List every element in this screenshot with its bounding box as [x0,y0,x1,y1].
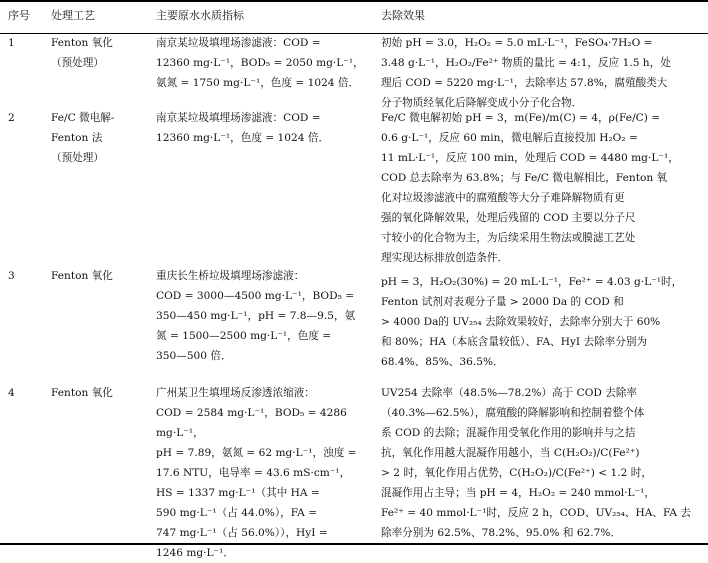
row3-water-quality: 重庆长生桥垃圾填埋场渗滤液： COD = 3000—4500 mg·L⁻¹，BOD₅ = 350—450 mg·L⁻¹，pH = 7.8—9.5，氨 氮 = 1500—2500 mg·L⁻¹，色度 = 350—500 倍． [156,270,356,362]
header-no: 序号 [8,9,30,22]
header-removal-effect: 去除效果 [381,9,425,22]
table-top-rule [0,0,708,2]
row3-no: 3 [8,270,15,282]
row1-removal-effect: 初始 pH = 3.0，H₂O₂ = 5.0 mL·L⁻¹，FeSO₄·7H₂O = 3.48 g·L⁻¹，H₂O₂/Fe²⁺ 物质的量比 = 4:1，反应 1.5 h，处 理后 COD = 5220 mg·L⁻¹，去除率达 57.8%，腐殖酸类大 分子物质经氧化后降解变成小分子化合物． [381,37,671,109]
row1-no: 1 [8,37,15,49]
row2-water-quality: 南京某垃圾填埋场渗滤液：COD = 12360 mg·L⁻¹，色度 = 1024 倍． [156,112,330,144]
row2-process: Fe/C 微电解- Fenton 法 （预处理） [51,112,115,164]
row4-process: Fenton 氧化 [51,387,113,399]
row2-removal-effect: Fe/C 微电解初始 pH = 3，m(Fe)/m(C) = 4，ρ(Fe/C) = 0.6 g·L⁻¹，反应 60 min，微电解后直接投加 H₂O₂ = 11 mL·L⁻¹，反应 100 min，处理后 COD = 4480 mg·L⁻¹， COD 总去除率为 63.8%；与 Fe/C 微电解相比，Fenton 氧 化对垃圾渗滤液中的腐殖酸等大分子难降解物质有更 强的氧化降解效果，处理后残留的 COD 主要以分子尺 寸较小的化合物为主，为后续采用生物法或膜滤工艺处 理实现达标排放创造条件． [381,112,679,264]
row1-process: Fenton 氧化 （预处理） [51,37,113,69]
header-process: 处理工艺 [51,9,95,22]
header-water-quality: 主要原水水质指标 [156,9,244,22]
row2-no: 2 [8,112,15,124]
row3-process: Fenton 氧化 [51,270,113,282]
row4-no: 4 [8,387,15,399]
row4-removal-effect: UV254 去除率（48.5%—78.2%）高于 COD 去除率 （40.3%—62.5%），腐殖酸的降解影响和控制着整个体 系 COD 的去除；混凝作用受氧化作用的影响并与之拮 抗，氧化作用越大混凝作用越小，当 C(H₂O₂)/C(Fe²⁺) > 2 时，氧化作用占优势，C(H₂O₂)/C(Fe²⁺) < 1.2 时， 混凝作用占主导；当 pH = 4，H₂O₂ = 240 mmol·L⁻¹， Fe²⁺ = 40 mmol·L⁻¹时，反应 2 h，COD、UV₂₅₄、HA、FA 去 除率分别为 62.5%、78.2%、95.0% 和 62.7%． [381,387,692,539]
row3-removal-effect: pH = 3，H₂O₂(30%) = 20 mL·L⁻¹，Fe²⁺ = 4.03 g·L⁻¹时， Fenton 试剂对表观分子量 > 2000 Da 的 COD 和 > 4000 Da的 UV₂₅₄ 去除效果较好，去除率分别大于 60% 和 80%；HA（本底含量较低）、FA、HyI 去除率分别为 68.4%、85%、36.5%． [381,276,683,368]
row4-water-quality: 广州某卫生填埋场反渗透浓缩液： COD = 2584 mg·L⁻¹，BOD₅ = 4286 mg·L⁻¹， pH = 7.89，氨氮 = 62 mg·L⁻¹，浊度 = 17.6 NTU，电导率 = 43.6 mS·cm⁻¹， HS = 1337 mg·L⁻¹（其中 HA = 590 mg·L⁻¹（占 44.0%），FA = 747 mg·L⁻¹（占 56.0%）），HyI = 1246 mg·L⁻¹． [156,387,357,559]
row1-water-quality: 南京某垃圾填埋场渗滤液：COD = 12360 mg·L⁻¹，BOD₅ = 2050 mg·L⁻¹， 氨氮 = 1750 mg·L⁻¹，色度 = 1024 倍． [156,37,364,89]
